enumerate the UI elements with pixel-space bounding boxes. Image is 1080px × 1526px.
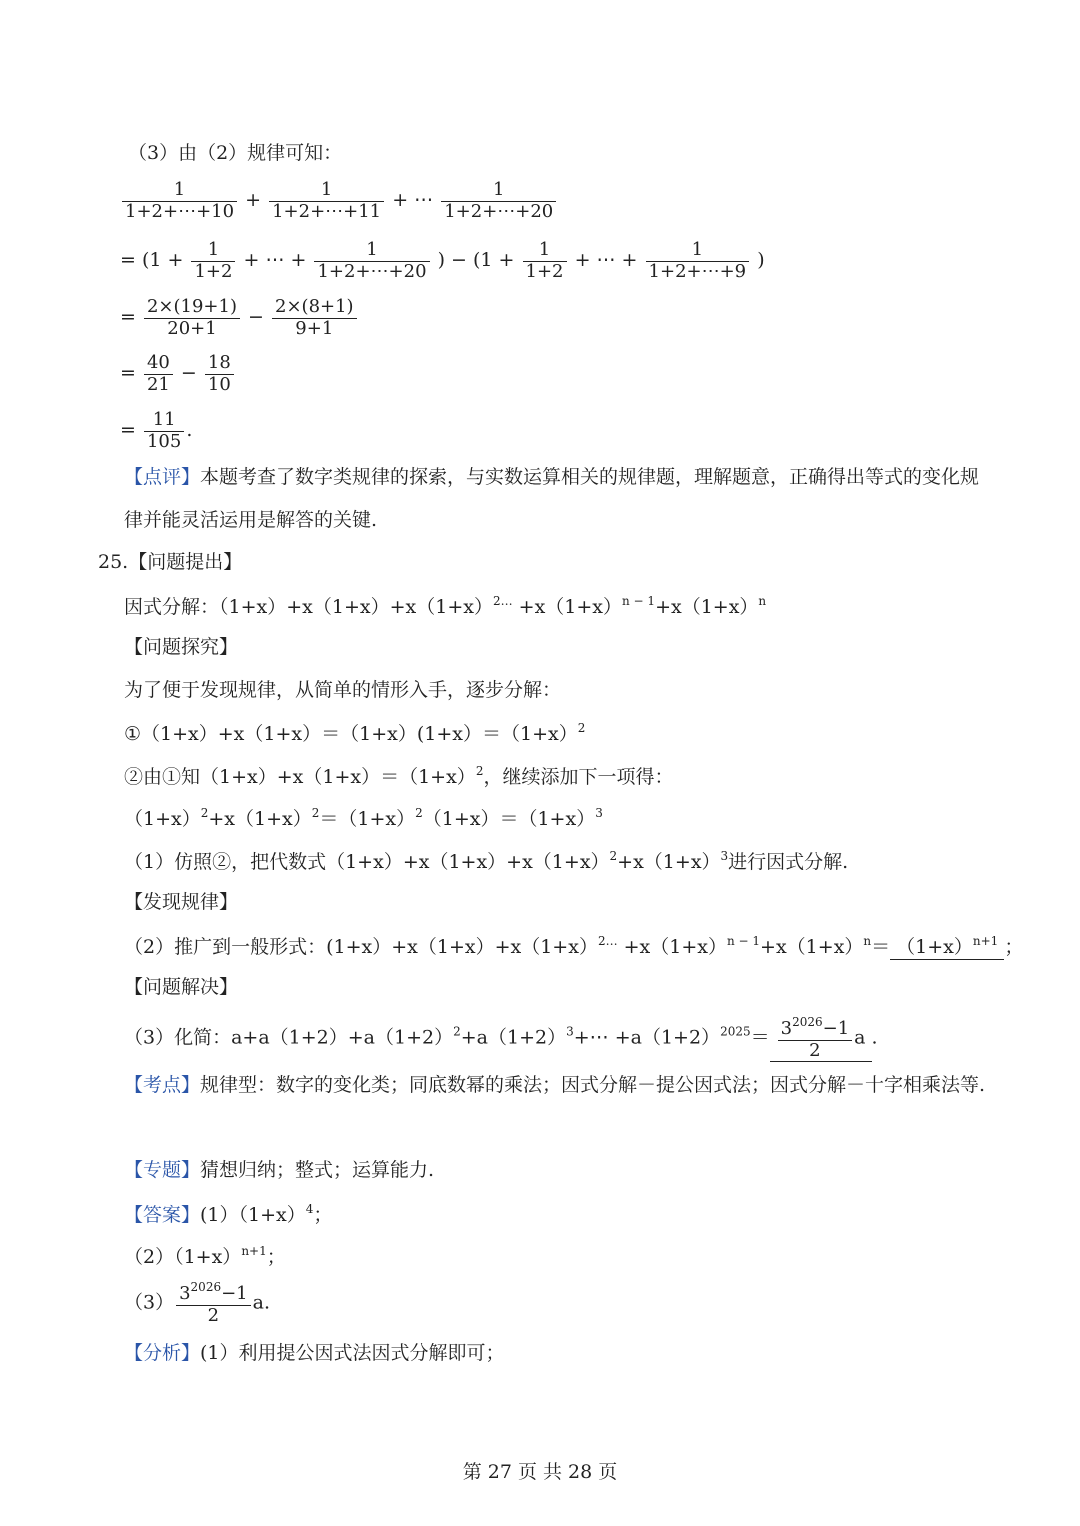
comment-tag: 【点评】 bbox=[124, 466, 201, 488]
fraction: $\frac{18}{10}$ bbox=[205, 353, 234, 395]
answer-blank: $(1+x)^{n+1}$ bbox=[890, 934, 1004, 960]
part-3: （3）化简：$a+a(1+2)+a(1+2)^2+a(1+2)^3+\cdots +a(1+2)^{2025}=$ $\frac{3^{2026}-1}{2}$ a . bbox=[124, 1015, 878, 1061]
analysis-tag: 【分析】 bbox=[124, 1342, 201, 1364]
part-1: （1）仿照②，把代数式$(1+x)+x(1+x)+x(1+x)^2+x(1+x)^3$进行因式分解. bbox=[124, 849, 849, 873]
part3-intro: （3）由（2）规律可知： bbox=[128, 142, 343, 164]
explore-text: 为了便于发现规律，从简单的情形入手，逐步分解： bbox=[124, 679, 562, 701]
comment-line-2: 律并能灵活运用是解答的关键. bbox=[124, 509, 378, 531]
h-discover: 【发现规律】 bbox=[124, 891, 239, 913]
fraction: $\frac{1}{1+2+\cdots+9}$ bbox=[646, 240, 750, 282]
eq-line-5: = $\frac{11}{105}$ . bbox=[120, 409, 193, 452]
h-solve: 【问题解决】 bbox=[124, 976, 239, 998]
h-explore: 【问题探究】 bbox=[124, 636, 239, 658]
answer-blank: $\frac{3^{2026}-1}{2}$ a bbox=[770, 1016, 872, 1062]
fraction: $\frac{1}{1+2+\cdots+10}$ bbox=[122, 180, 237, 222]
eq-line-2: = (1 + $\frac{1}{1+2}$ + ⋯ + $\frac{1}{1+2+\cdots+20}$ ) − (1 + $\frac{1}{1+2}$ + ⋯ + $\frac{1}{1+2+\cdots+9}$ ) bbox=[120, 239, 765, 282]
fraction: $\frac{40}{21}$ bbox=[144, 353, 173, 395]
step-2: ②由①知$(1+x)+x(1+x)=(1+x)^2$，继续添加下一项得： bbox=[124, 764, 674, 788]
fraction: $\frac{2\times(19+1)}{20+1}$ bbox=[144, 297, 240, 339]
step-3: $(1+x)^2+x(1+x)^2=(1+x)^2(1+x)=(1+x)^3$ bbox=[124, 806, 603, 830]
fraction: $\frac{1}{1+2+\cdots+11}$ bbox=[269, 180, 384, 222]
answer-line-1: 【答案】$(1)(1+x)^4$； bbox=[124, 1202, 333, 1226]
kaodian-line: 【考点】规律型：数字的变化类；同底数幂的乘法；因式分解－提公因式法；因式分解－十字相乘法等. bbox=[124, 1074, 986, 1096]
analysis-line: 【分析】(1）利用提公因式法因式分解即可； bbox=[124, 1342, 505, 1364]
zhuanti-tag: 【专题】 bbox=[124, 1159, 201, 1181]
step-1: $①(1+x)+x(1+x)=(1+x)(1+x)=(1+x)^2$ bbox=[124, 721, 586, 745]
eq-line-4: = $\frac{40}{21}$ − $\frac{18}{10}$ bbox=[120, 353, 236, 395]
q25-factor-line: 因式分解：$(1+x)+x(1+x)+x(1+x)^{2\dots} +x(1+x)^{n - 1}+x(1+x)^n$ bbox=[124, 594, 767, 618]
fraction: $\frac{1}{1+2+\cdots+20}$ bbox=[314, 240, 429, 282]
eq-line-1: $\frac{1}{1+2+\cdots+10}$ + $\frac{1}{1+2+\cdots+11}$ + ⋯ $\frac{1}{1+2+\cdots+20}$ bbox=[120, 180, 558, 222]
fraction: $\frac{1}{1+2}$ bbox=[191, 240, 235, 282]
part-2: （2）推广到一般形式：$(1+x)+x(1+x)+x(1+x)^{2\dots} +x(1+x)^{n - 1}+x(1+x)^n= (1+x)^{n+1}$ ； bbox=[124, 934, 1024, 958]
kaodian-tag: 【考点】 bbox=[124, 1074, 201, 1096]
zhuanti-line: 【专题】猜想归纳；整式；运算能力. bbox=[124, 1159, 435, 1181]
fraction: $\frac{11}{105}$ bbox=[144, 410, 184, 452]
fraction: $\frac{3^{2026}-1}{2}$ bbox=[778, 1016, 853, 1061]
answer-line-2: $(2)(1+x)^{n+1}$； bbox=[124, 1244, 286, 1268]
page-footer: 第 27 页 共 28 页 bbox=[462, 1461, 618, 1483]
fraction: $\frac{2\times(8+1)}{9+1}$ bbox=[272, 297, 357, 339]
comment-line-1: 【点评】本题考查了数字类规律的探索，与实数运算相关的规律题，理解题意，正确得出等式的变化规 bbox=[124, 466, 980, 488]
fraction: $\frac{1}{1+2}$ bbox=[523, 240, 567, 282]
eq-line-3: = $\frac{2\times(19+1)}{20+1}$ − $\frac{2\times(8+1)}{9+1}$ bbox=[120, 297, 359, 339]
q25-heading: 25.【问题提出】 bbox=[98, 551, 243, 573]
fraction: $\frac{3^{2026}-1}{2}$ bbox=[176, 1281, 251, 1326]
fraction: $\frac{1}{1+2+\cdots+20}$ bbox=[441, 180, 556, 222]
answer-line-3: （3） $\frac{3^{2026}-1}{2}$ a. bbox=[124, 1280, 271, 1326]
answer-tag: 【答案】 bbox=[124, 1204, 201, 1226]
